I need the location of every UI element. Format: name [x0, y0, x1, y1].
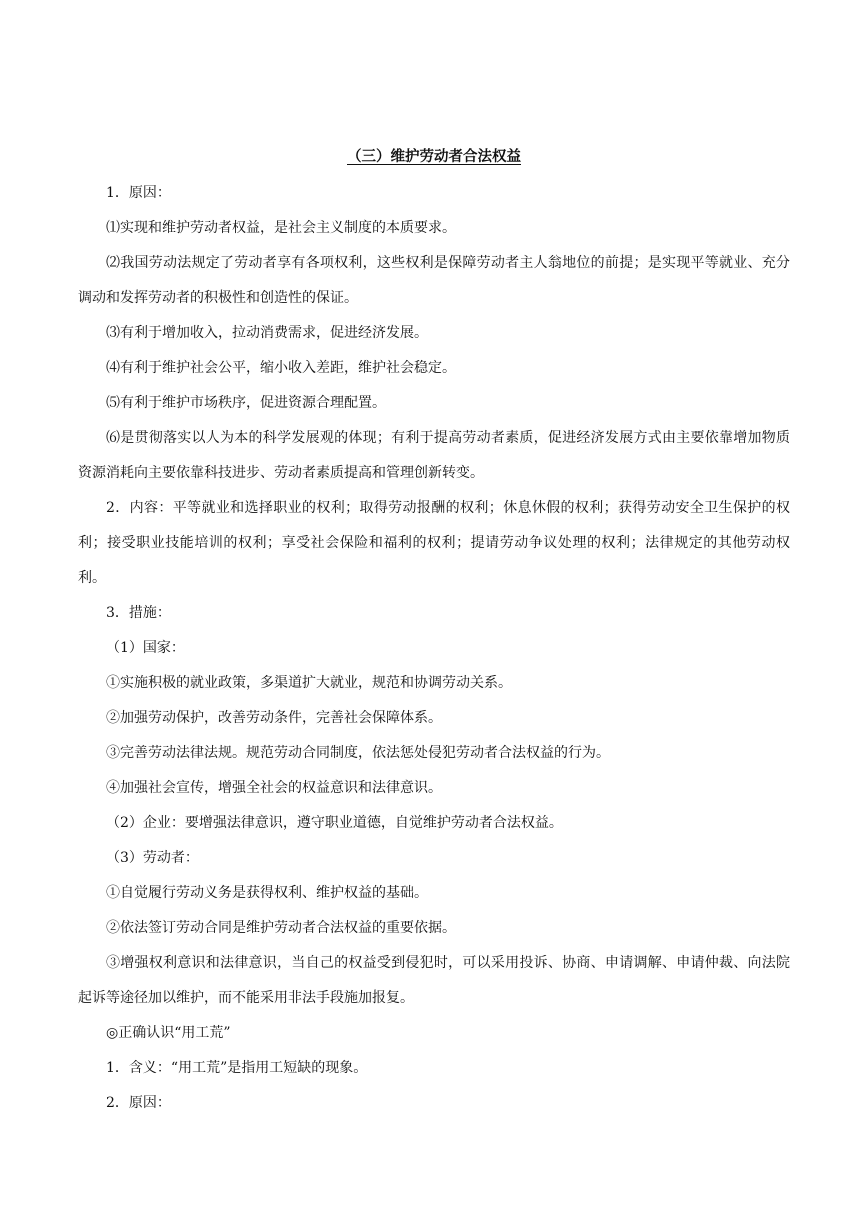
- paragraph-reason-1: ⑴实现和维护劳动者权益，是社会主义制度的本质要求。: [106, 220, 456, 236]
- paragraph-measures-heading: 3．措施：: [106, 605, 171, 621]
- paragraph-labor-shortage-reasons: 2．原因：: [106, 1095, 171, 1111]
- paragraph-labor-shortage-heading: ◎正确认识“用工荒”: [106, 1025, 231, 1041]
- paragraph-worker-3: ③增强权利意识和法律意识，当自己的权益受到侵犯时，可以采用投诉、协商、申请调解、申请仲裁、向法院起诉等途径加以维护，而不能采用非法手段施加报复。: [78, 955, 790, 1006]
- paragraph-worker-2: ②依法签订劳动合同是维护劳动者合法权益的重要依据。: [106, 920, 456, 936]
- document-body: [78, 142, 790, 1121]
- paragraph-worker-heading: （3）劳动者：: [106, 850, 199, 866]
- paragraph-state-heading: （1）国家：: [106, 640, 185, 656]
- paragraph-reason-3: ⑶有利于增加收入，拉动消费需求，促进经济发展。: [106, 325, 428, 341]
- paragraph-reasons-heading: 1．原因：: [106, 185, 171, 201]
- paragraph-state-2: ②加强劳动保护，改善劳动条件，完善社会保障体系。: [106, 710, 442, 726]
- paragraph-reason-4: ⑷有利于维护社会公平，缩小收入差距，维护社会稳定。: [106, 360, 456, 376]
- paragraph-reason-5: ⑸有利于维护市场秩序，促进资源合理配置。: [106, 395, 386, 411]
- paragraph-worker-1: ①自觉履行劳动义务是获得权利、维护权益的基础。: [106, 885, 428, 901]
- paragraph-reason-2: ⑵我国劳动法规定了劳动者享有各项权利，这些权利是保障劳动者主人翁地位的前提；是实现平等就业、充分调动和发挥劳动者的积极性和创造性的保证。: [78, 255, 790, 306]
- paragraph-enterprise: （2）企业：要增强法律意识，遵守职业道德，自觉维护劳动者合法权益。: [106, 815, 563, 831]
- paragraph-state-1: ①实施积极的就业政策，多渠道扩大就业，规范和协调劳动关系。: [106, 675, 512, 691]
- paragraph-state-4: ④加强社会宣传，增强全社会的权益意识和法律意识。: [106, 780, 442, 796]
- section-title: （三）维护劳动者合法权益: [347, 148, 521, 165]
- paragraph-content: 2．内容：平等就业和选择职业的权利；取得劳动报酬的权利；休息休假的权利；获得劳动安全卫生保护的权利；接受职业技能培训的权利；享受社会保险和福利的权利；提请劳动争议处理的权利；法律规定的其他劳动权利。: [78, 500, 790, 586]
- paragraph-state-3: ③完善劳动法律法规。规范劳动合同制度，依法惩处侵犯劳动者合法权益的行为。: [106, 745, 610, 761]
- paragraph-labor-shortage-meaning: 1．含义：“用工荒”是指用工短缺的现象。: [106, 1060, 368, 1076]
- paragraph-reason-6: ⑹是贯彻落实以人为本的科学发展观的体现；有利于提高劳动者素质，促进经济发展方式由主要依靠增加物质资源消耗向主要依靠科技进步、劳动者素质提高和管理创新转变。: [78, 430, 790, 481]
